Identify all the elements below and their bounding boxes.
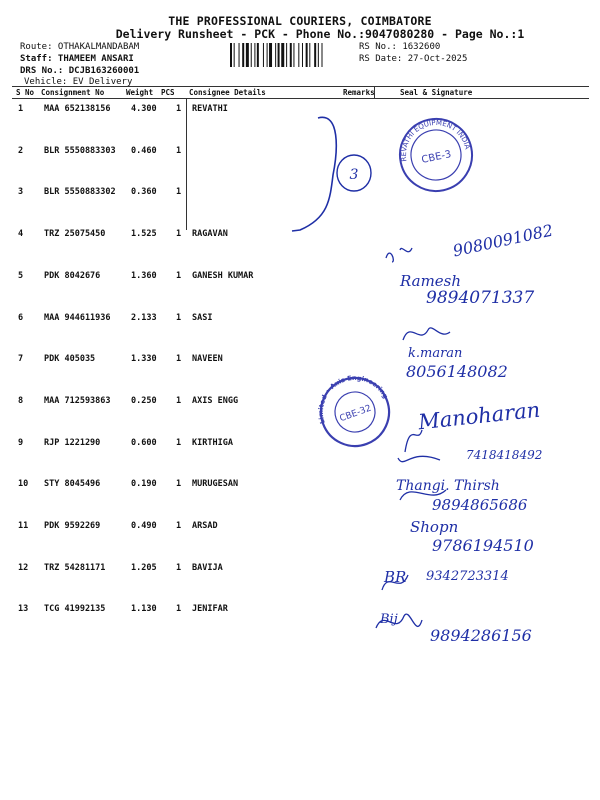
axis-stamp [0, 6, 402, 566]
row-weight: 1.330 [131, 354, 157, 364]
row-sno: 13 [18, 604, 29, 614]
col-sno: S No [16, 88, 35, 97]
row-pcs: 1 [176, 563, 182, 573]
row-weight: 1.360 [131, 271, 157, 281]
row-pcs: 1 [176, 396, 182, 406]
row-consignment-no: RJP 1221290 [44, 438, 101, 448]
signature-9-phone: 9894286156 [430, 626, 532, 645]
row-weight: 2.133 [131, 313, 157, 323]
row-sno: 1 [18, 104, 24, 114]
svg-text:CBE-32: CBE-32 [338, 403, 373, 425]
row-consignee: KIRTHIGA [192, 438, 233, 448]
row-consignment-no: TCG 41992135 [44, 604, 106, 614]
col-consignment: Consignment No [41, 88, 105, 97]
row-sno: 4 [18, 229, 24, 239]
row-consignment-no: STY 8045496 [44, 479, 101, 489]
row-consignee: NAVEEN [192, 354, 223, 364]
signature-9-name: Bij [380, 612, 398, 627]
company-title: THE PROFESSIONAL COURIERS, COIMBATORE [168, 14, 432, 28]
signature-2-phone: 9894071337 [426, 288, 535, 308]
row-consignment-no: BLR 5550883303 [44, 146, 116, 156]
row-pcs: 1 [176, 146, 182, 156]
row-weight: 1.130 [131, 604, 157, 614]
row-weight: 0.460 [131, 146, 157, 156]
row-pcs: 1 [176, 104, 182, 114]
row-consignment-no: BLR 5550883302 [44, 187, 116, 197]
row-weight: 0.490 [131, 521, 157, 531]
signature-3-scribble [403, 328, 450, 340]
signature-1-phone: 9080091082 [451, 220, 555, 261]
row-consignment-no: MAA 652138156 [44, 104, 111, 114]
row-weight: 1.205 [131, 563, 157, 573]
signature-8-name: BR [384, 568, 407, 586]
row-sno: 11 [18, 521, 29, 531]
row-sno: 9 [18, 438, 24, 448]
row-consignee: JENIFAR [192, 604, 228, 614]
signature-2-name: Ramesh [400, 272, 462, 290]
row-consignment-no: MAA 712593863 [44, 396, 111, 406]
row-sno: 7 [18, 354, 24, 364]
row-consignment-no: PDK 8042676 [44, 271, 101, 281]
row-weight: 0.600 [131, 438, 157, 448]
row-consignment-no: TRZ 54281171 [44, 563, 106, 573]
row-pcs: 1 [176, 604, 182, 614]
count-number: 3 [349, 167, 359, 183]
row-consignee: GANESH KUMAR [192, 271, 254, 281]
signature-3-name: k.maran [408, 346, 463, 361]
row-pcs: 1 [176, 438, 182, 448]
row-consignment-no: PDK 405035 [44, 354, 96, 364]
signature-7-phone: 9786194510 [432, 536, 534, 555]
signature-1-scribble [386, 248, 412, 262]
row-consignment-no: PDK 9592269 [44, 521, 101, 531]
row-pcs: 1 [176, 521, 182, 531]
row-sno: 2 [18, 146, 24, 156]
row-pcs: 1 [176, 229, 182, 239]
row-weight: 0.190 [131, 479, 157, 489]
col-remarks: Remarks [343, 88, 375, 97]
row-weight: 0.360 [131, 187, 157, 197]
staff-label: Staff: THAMEEM ANSARI [20, 54, 134, 64]
row-sno: 8 [18, 396, 24, 406]
route-label: Route: OTHAKALMANDABAM [20, 42, 140, 52]
signature-5-scribble [398, 456, 440, 461]
row-consignee: ARSAD [192, 521, 218, 531]
row-sno: 6 [18, 313, 24, 323]
row-consignee: AXIS ENGG [192, 396, 239, 406]
row-weight: 4.300 [131, 104, 157, 114]
row-consignee: BAVIJA [192, 563, 223, 573]
col-consignee: Consignee Details [189, 88, 266, 97]
row-pcs: 1 [176, 313, 182, 323]
svg-text:CBE-3: CBE-3 [420, 148, 453, 166]
row-consignment-no: TRZ 25075450 [44, 229, 106, 239]
col-pcs: PCS [161, 88, 175, 97]
row-consignee: MURUGESAN [192, 479, 239, 489]
signature-4-name: Manoharan [417, 397, 542, 435]
row-weight: 0.250 [131, 396, 157, 406]
col-seal: Seal & Signature [400, 88, 473, 97]
signature-3-phone: 8056148082 [406, 362, 508, 381]
row-sno: 10 [18, 479, 29, 489]
row-sno: 3 [18, 187, 24, 197]
col-weight: Weight [126, 88, 154, 97]
row-sno: 5 [18, 271, 24, 281]
signature-7-name: Shopn [410, 518, 459, 536]
row-pcs: 1 [176, 187, 182, 197]
signature-6-name: Thangi. Thirsh [396, 478, 500, 494]
row-pcs: 1 [176, 271, 182, 281]
signature-6-phone: 9894865686 [432, 496, 528, 514]
row-consignee: SASI [192, 313, 213, 323]
runsheet-subtitle: Delivery Runsheet - PCK - Phone No.:9047080280 - Page No.:1 [115, 27, 525, 41]
signature-5-phone: 7418418492 [466, 448, 543, 462]
row-weight: 1.525 [131, 229, 157, 239]
row-pcs: 1 [176, 354, 182, 364]
row-consignee: RAGAVAN [192, 229, 228, 239]
row-consignee: REVATHI [192, 104, 228, 114]
drs-label: DRS No.: DCJB163260001 [20, 66, 140, 76]
row-pcs: 1 [176, 479, 182, 489]
rs-number: RS No.: 1632600 [359, 42, 441, 52]
svg-text:REVATHI EQUIPMENT INDIA: REVATHI EQUIPMENT INDIA [399, 118, 472, 163]
row-consignment-no: MAA 944611936 [44, 313, 111, 323]
row-sno: 12 [18, 563, 29, 573]
revathi-stamp [393, 112, 479, 198]
svg-text:Limited • Axis Engineering Ind: Limited • Axis Engineering [316, 373, 390, 425]
rs-date: RS Date: 27-Oct-2025 [359, 54, 468, 64]
delivery-bracket [292, 117, 336, 231]
signature-8-phone: 9342723314 [426, 569, 509, 584]
vehicle-label: Vehicle: EV Delivery [24, 77, 133, 87]
